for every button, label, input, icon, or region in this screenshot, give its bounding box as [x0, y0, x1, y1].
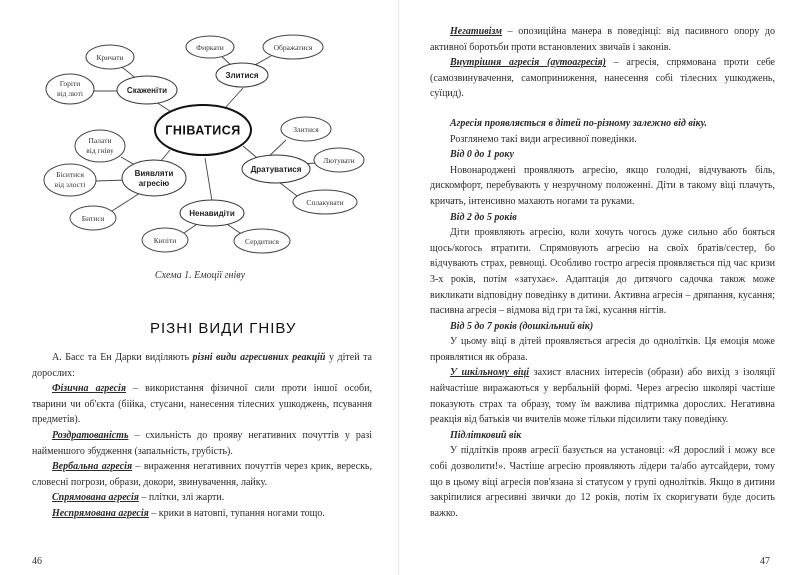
school-paragraph: У шкільному віці захист власних інтересів (образи) або вихід з ізоляції найчастіше виражаються у вербальній формі. Через агресію школярі частіше показують страх та образу, тому їм важлива підтримка дорослих. Негативна реакція від батьків чи вчителів може тільки підсилити таку поведінку.	[430, 367, 775, 426]
leaf-label: Лютувати	[323, 156, 355, 165]
definition: Неспрямована агресія – крики в натовпі, тупання ногами тощо.	[52, 507, 325, 519]
hub-label: Дратуватися	[250, 165, 302, 174]
diagram-caption: Схема 1. Емоції гніву	[154, 270, 246, 281]
hub-label: Скаженіти	[126, 86, 168, 95]
age-heading: Агресія проявляється в дітей по-різному залежно від віку.	[450, 117, 707, 129]
leaf-label: від люті	[57, 89, 83, 98]
age-subheading: Від 2 до 5 років	[450, 211, 517, 223]
definition: Негативізм – опозиційна манера в поведінці: від пасивного опору до активної боротьби проти встановлених звичаїв і законів.	[430, 26, 775, 53]
age-paragraph: Діти проявляють агресію, коли хочуть чогось дуже сильно або бояться щось/когось втратити. Спрямовують агресію на своїх братів/сестер, бо відчувають страх, ревнощі. Особливо гостро агресія проявляється під час кризи 3-х років, потім «затухає». Адаптація до дитячого садочка також може викликати відповідну поведінку в дитини. Активна агресія – дряпання, кусання; пасивна агресія – відмова від гри та їжі, кусання нігтів.	[430, 227, 775, 317]
page-number: 47	[760, 556, 770, 567]
definition: Роздратованість – схильність до прояву негативних почуттів у разі найменшого збудження (запальність, грубість).	[32, 429, 372, 457]
age-subheading: Від 5 до 7 років (дошкільний вік)	[450, 320, 594, 332]
school-term: У шкільному віці	[450, 367, 530, 379]
intro-term: різні види агресивних реакцій	[192, 352, 326, 363]
hub-label: Злитися	[225, 71, 259, 80]
teen-paragraph: У підлітків прояв агресії базується на установці: «Я дорослий і можу все собі дозволити!». Частіше агресію проявляють лідери та/або аутсайдери, тому що в цьому віці агресія пов'язана зі статусом у групі однолітків. Якщо в дитини закріпилися агресивні звички до 12 років, потім їх скоригувати буде досить важко.	[430, 445, 775, 519]
leaf-label: Біситися	[56, 170, 84, 179]
leaf-label: Палати	[88, 136, 112, 145]
leaf-label: Ображатися	[273, 43, 313, 52]
anger-emotions-diagram	[0, 0, 400, 265]
left-body	[32, 350, 372, 522]
right-body	[430, 24, 775, 521]
leaf-label: від гніву	[86, 146, 114, 155]
spacer	[430, 102, 775, 116]
page-number: 46	[32, 556, 42, 567]
leaf-label: Битися	[81, 214, 105, 223]
leaf-label: від злості	[54, 180, 86, 189]
hub-node	[122, 160, 186, 196]
definition: Фізична агресія – використання фізичної сили проти іншої особи, тварини чи об'єкта (бійка, стусани, нанесення тілесних ушкоджень, псування предметів).	[32, 383, 372, 426]
leaf-label: Кипіти	[153, 236, 177, 245]
hub-label: Виявляти	[134, 169, 174, 178]
age-subheading: Від 0 до 1 року	[450, 149, 514, 161]
age-paragraph: Новонароджені проявляють агресію, якщо голодні, відчувають біль, дискомфорт, перебувають у незручному положенні. Діти в такому віці плачуть, кричать, інтенсивно махають ногами та руками.	[430, 164, 775, 207]
lead-paragraph: Розглянемо такі види агресивної поведінки.	[450, 133, 637, 145]
intro-paragraph: А. Басс та Ен Дарки виділяють різні види агресивних реакцій у дітей та дорослих:	[32, 352, 372, 379]
leaf-label: Фиркати	[196, 43, 224, 52]
leaf-label: Кричати	[96, 53, 124, 62]
age-subheading: Підлітковий вік	[450, 429, 522, 441]
hub-label: агресію	[138, 179, 170, 188]
hub-label: Ненавидіти	[189, 209, 235, 218]
age-paragraph: У цьому віці в дітей проявляється агресія до однолітків. Ця емоція може проявлятися як образа.	[430, 336, 775, 363]
definition: Внутрішня агресія (аутоагресія) – агресія, спрямована проти себе (самозвинувачення, самоприниження, нанесення собі тілесних ушкоджень, суїцид).	[430, 57, 775, 100]
definition: Вербальна агресія – вираження негативних почуттів через крик, верескь, словесні погрози, образи, докори, звинувачення, лайку.	[32, 461, 372, 488]
leaf-label: Сплакувати	[306, 198, 344, 207]
center-node-label: ГНІВАТИСЯ	[165, 123, 241, 138]
definition: Спрямована агресія – плітки, злі жарти.	[52, 492, 225, 504]
leaf-label: Злитися	[293, 125, 319, 134]
right-page	[400, 0, 800, 575]
section-title: РІЗНІ ВИДИ ГНІВУ	[150, 320, 297, 337]
leaf-label: Сердитися	[245, 237, 279, 246]
leaf-label: Горіти	[59, 79, 81, 88]
